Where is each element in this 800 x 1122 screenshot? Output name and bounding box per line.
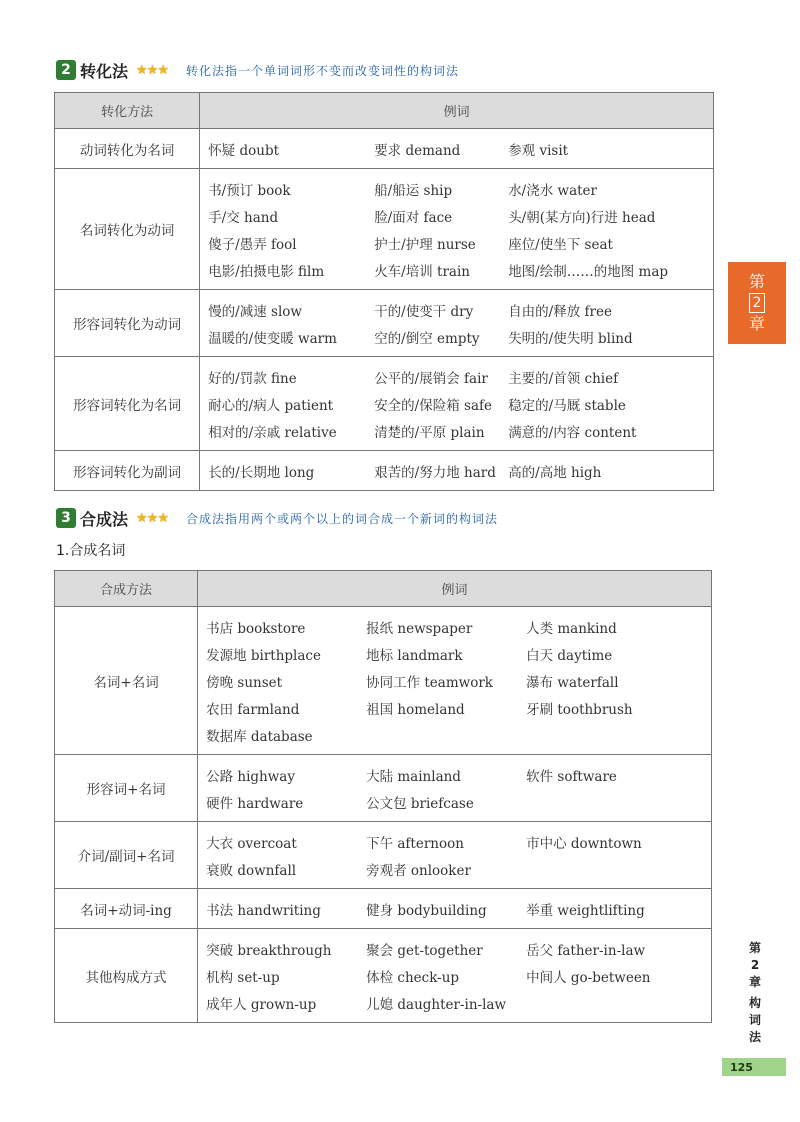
example-line [198,613,711,640]
example-word: 软件 software [526,768,617,785]
section-number-badge: 2 [56,60,76,80]
example-word: 脸/面对 face [374,209,453,226]
example-word: 中间人 go-between [526,969,651,986]
example-word: 旁观者 onlooker [366,862,471,879]
example-word: 书法 handwriting [206,902,321,919]
section-description: 合成法指用两个或两个以上的词合成一个新词的构词法 [185,511,498,526]
example-word: 公平的/展销会 fair [374,370,488,387]
compound-noun-table [54,570,712,1023]
example-word: 公文包 briefcase [366,795,474,812]
example-line [200,457,713,484]
example-word: 协同工作 teamwork [366,674,493,691]
example-word: 长的/长期地 long [208,464,315,481]
row-label: 介词/副词+名词 [55,822,198,889]
example-line [200,390,713,417]
example-word: 地标 landmark [366,647,463,664]
example-word: 艰苦的/努力地 hard [374,464,496,481]
example-line [198,788,711,815]
example-word: 体检 check-up [366,969,460,986]
chapter-tab-top: 第 [748,272,765,291]
table-row [55,889,712,929]
example-line [200,417,713,444]
example-word: 儿媳 daughter-in-law [366,996,507,1013]
example-cell [198,929,712,1023]
example-word: 稳定的/马厩 stable [508,397,626,414]
example-line [200,229,713,256]
star-rating-icon: ★★★ [136,62,168,78]
column-header-method: 合成方法 [55,571,198,607]
subheading-compound-nouns: 1.合成名词 [56,543,126,559]
example-word: 白天 daytime [526,647,613,664]
section-number-badge: 3 [56,508,76,528]
chapter-side-label [735,940,775,1046]
table-row [55,755,712,822]
example-line [200,135,713,162]
example-line [200,323,713,350]
example-line [200,296,713,323]
side-label-char: 法 [748,1030,761,1044]
row-label: 形容词+名词 [55,755,198,822]
example-word: 人类 mankind [526,620,617,637]
example-cell [198,889,712,929]
example-word: 硬件 hardware [206,795,304,812]
example-word: 公路 highway [206,768,295,785]
table-row [55,290,714,357]
row-label: 形容词转化为副词 [55,451,200,491]
example-line [198,721,711,748]
table-row [55,451,714,491]
example-word: 失明的/使失明 blind [508,330,633,347]
row-label: 名词+名词 [55,607,198,755]
example-word: 牙刷 toothbrush [526,701,633,718]
example-word: 满意的/内容 content [508,424,637,441]
section-title: 转化法 [80,61,129,81]
example-cell [200,357,714,451]
example-word: 举重 weightlifting [526,902,645,919]
column-header-examples: 例词 [200,93,714,129]
page-number: 125 [722,1058,786,1076]
row-label: 形容词转化为名词 [55,357,200,451]
column-header-examples: 例词 [198,571,712,607]
example-line [198,640,711,667]
example-word: 清楚的/平原 plain [374,424,485,441]
example-cell [200,451,714,491]
side-label-char: 章 [748,975,761,989]
example-word: 地图/绘制……的地图 map [508,263,669,280]
example-word: 怀疑 doubt [208,142,280,159]
section-2-heading [56,58,459,82]
example-word: 傍晚 sunset [206,674,283,691]
example-word: 相对的/亲戚 relative [208,424,337,441]
example-word: 温暖的/使变暖 warm [208,330,337,347]
chapter-tab-bottom: 章 [748,314,765,333]
star-rating-icon: ★★★ [136,510,168,526]
example-word: 岳父 father-in-law [526,942,646,959]
chapter-tab [728,262,786,344]
example-line [198,989,711,1016]
example-word: 船/船运 ship [374,182,453,199]
table-row [55,929,712,1023]
example-word: 干的/使变干 dry [374,303,474,320]
row-label: 动词转化为名词 [55,129,200,169]
example-word: 大陆 mainland [366,768,461,785]
example-word: 座位/使坐下 seat [508,236,613,253]
example-word: 机构 set-up [206,969,280,986]
example-line [198,962,711,989]
example-line [198,694,711,721]
example-word: 好的/罚款 fine [208,370,297,387]
example-line [200,175,713,202]
example-line [198,895,711,922]
example-word: 电影/拍摄电影 film [208,263,325,280]
example-line [198,761,711,788]
example-word: 健身 bodybuilding [366,902,487,919]
example-line [198,935,711,962]
table-row [55,129,714,169]
section-title: 合成法 [80,509,129,529]
example-line [198,855,711,882]
example-cell [198,607,712,755]
conversion-table [54,92,714,491]
example-line [200,202,713,229]
example-word: 书/预订 book [208,182,291,199]
example-word: 火车/培训 train [374,263,470,280]
example-word: 书店 bookstore [206,620,306,637]
chapter-tab-number: 2 [749,293,766,313]
example-line [200,256,713,283]
example-word: 祖国 homeland [366,701,465,718]
example-word: 农田 farmland [206,701,300,718]
row-label: 名词转化为动词 [55,169,200,290]
column-header-method: 转化方法 [55,93,200,129]
table-row [55,607,712,755]
example-cell [198,822,712,889]
example-word: 衰败 downfall [206,862,297,879]
example-line [200,363,713,390]
example-word: 耐心的/病人 patient [208,397,334,414]
side-label-char: 2 [750,958,760,972]
row-label: 形容词转化为动词 [55,290,200,357]
example-word: 市中心 downtown [526,835,642,852]
example-word: 参观 visit [508,142,569,159]
example-word: 下午 afternoon [366,835,464,852]
example-word: 傻子/愚弄 fool [208,236,297,253]
table-row [55,357,714,451]
row-label: 名词+动词-ing [55,889,198,929]
example-word: 头/朝(某方向)行进 head [508,209,656,226]
example-line [198,667,711,694]
section-3-heading [56,506,498,530]
side-label-char: 词 [748,1013,761,1027]
example-word: 报纸 newspaper [366,620,473,637]
example-word: 安全的/保险箱 safe [374,397,492,414]
example-word: 护士/护理 nurse [374,236,476,253]
example-word: 瀑布 waterfall [526,674,619,691]
example-cell [200,169,714,290]
table-row [55,822,712,889]
example-word: 要求 demand [374,142,461,159]
example-word: 高的/高地 high [508,464,602,481]
example-word: 慢的/减速 slow [208,303,302,320]
side-label-char: 构 [748,996,761,1010]
example-word: 数据库 database [206,728,313,745]
example-word: 突破 breakthrough [206,942,332,959]
section-description: 转化法指一个单词词形不变而改变词性的构词法 [185,63,459,78]
example-cell [200,129,714,169]
example-word: 成年人 grown-up [206,996,317,1013]
example-word: 主要的/首领 chief [508,370,619,387]
example-word: 手/交 hand [208,209,279,226]
example-word: 聚会 get-together [366,942,483,959]
side-label-char: 第 [748,941,761,955]
example-word: 发源地 birthplace [206,647,321,664]
row-label: 其他构成方式 [55,929,198,1023]
example-word: 水/浇水 water [508,182,597,199]
example-word: 空的/倒空 empty [374,330,480,347]
example-line [198,828,711,855]
example-word: 大衣 overcoat [206,835,297,852]
table-row [55,169,714,290]
example-cell [198,755,712,822]
example-word: 自由的/释放 free [508,303,612,320]
example-cell [200,290,714,357]
